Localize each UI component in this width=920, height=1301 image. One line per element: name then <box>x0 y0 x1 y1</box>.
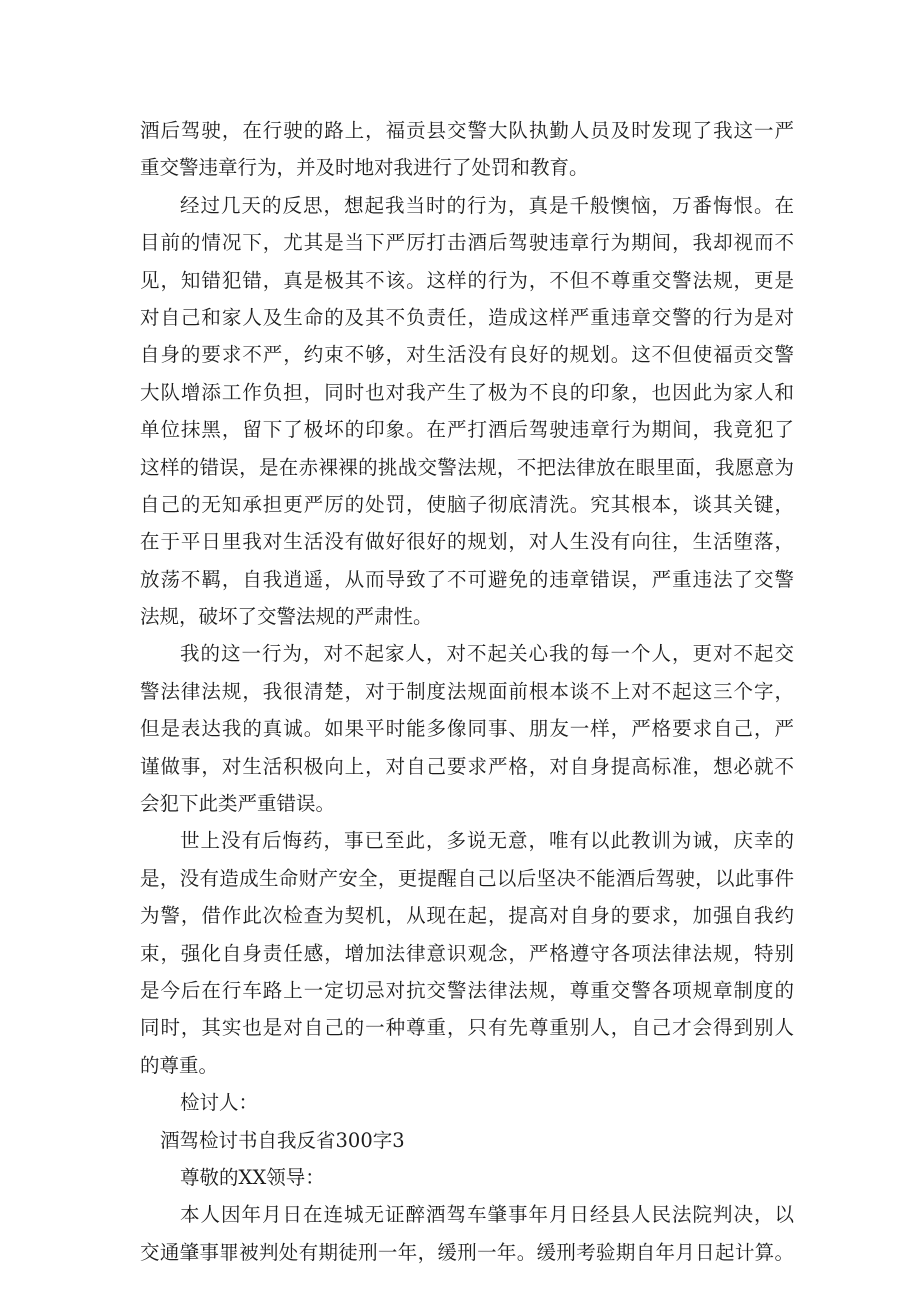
text-line: 这样的错误，是在赤裸裸的挑战交警法规，不把法律放在眼里面，我愿意为 <box>140 455 794 479</box>
signature-label: 检讨人： <box>180 1091 259 1115</box>
text-line: 对自己和家人及生命的及其不负责任，造成这样严重违章交警的行为是对 <box>140 305 794 329</box>
text-line: 重交警违章行为，并及时地对我进行了处罚和教育。 <box>140 156 589 180</box>
text-line: 交通肇事罪被判处有期徒刑一年，缓刑一年。缓刑考验期自年月日起计算。 <box>140 1240 794 1264</box>
text-line: 会犯下此类严重错误。 <box>140 792 336 816</box>
text-line: 是，没有造成生命财产安全，更提醒自己以后坚决不能酒后驾驶，以此事件 <box>140 866 794 890</box>
salutation: 尊敬的XX领导： <box>180 1165 325 1189</box>
text-line: 在于平日里我对生活没有做好很好的规划，对人生没有向往，生活堕落， <box>140 530 794 554</box>
text-line: 酒后驾驶，在行驶的路上，福贡县交警大队执勤人员及时发现了我这一严 <box>140 119 794 142</box>
section-title: 酒驾检讨书自我反省300字3 <box>160 1128 405 1152</box>
text-line: 警法律法规，我很清楚，对于制度法规面前根本谈不上对不起这三个字， <box>140 679 794 703</box>
text-line: 经过几天的反思，想起我当时的行为，真是千般懊恼，万番悔恨。在 <box>180 193 794 217</box>
text-line: 束，强化自身责任感，增加法律意识观念，严格遵守各项法律法规，特别 <box>140 941 794 965</box>
text-line: 自身的要求不严，约束不够，对生活没有良好的规划。这不但使福贡交警 <box>140 343 794 367</box>
text-line: 目前的情况下，尤其是当下严厉打击酒后驾驶违章行为期间，我却视而不 <box>140 231 794 255</box>
text-line: 见，知错犯错，真是极其不该。这样的行为，不但不尊重交警法规，更是 <box>140 268 794 292</box>
text-line: 自己的无知承担更严厉的处罚，使脑子彻底清洗。究其根本，谈其关键， <box>140 492 794 516</box>
text-line: 法规，破坏了交警法规的严肃性。 <box>140 605 433 629</box>
text-line: 的尊重。 <box>140 1053 219 1077</box>
text-line: 单位抹黑，留下了极坏的印象。在严打酒后驾驶违章行为期间，我竟犯了 <box>140 418 794 442</box>
text-line: 为警，借作此次检查为契机，从现在起，提高对自身的要求，加强自我约 <box>140 904 794 928</box>
text-line: 放荡不羁，自我逍遥，从而导致了不可避免的违章错误，严重违法了交警 <box>140 567 794 591</box>
text-line: 大队增添工作负担，同时也对我产生了极为不良的印象，也因此为家人和 <box>140 380 794 404</box>
text-line: 本人因年月日在连城无证醉酒驾车肇事年月日经县人民法院判决，以 <box>180 1203 794 1227</box>
text-line: 谨做事，对生活积极向上，对自己要求严格，对自身提高标准，想必就不 <box>140 754 794 778</box>
text-line: 是今后在行车路上一定切忌对抗交警法律法规，尊重交警各项规章制度的 <box>140 978 794 1002</box>
text-line: 但是表达我的真诚。如果平时能多像同事、朋友一样，严格要求自己，严 <box>140 717 794 741</box>
text-line: 同时，其实也是对自己的一种尊重，只有先尊重别人，自己才会得到别人 <box>140 1016 794 1040</box>
document-body <box>140 112 794 1271</box>
text-line: 世上没有后悔药，事已至此，多说无意，唯有以此教训为诫，庆幸的 <box>180 829 794 853</box>
text-line: 我的这一行为，对不起家人，对不起关心我的每一个人，更对不起交 <box>180 642 794 666</box>
